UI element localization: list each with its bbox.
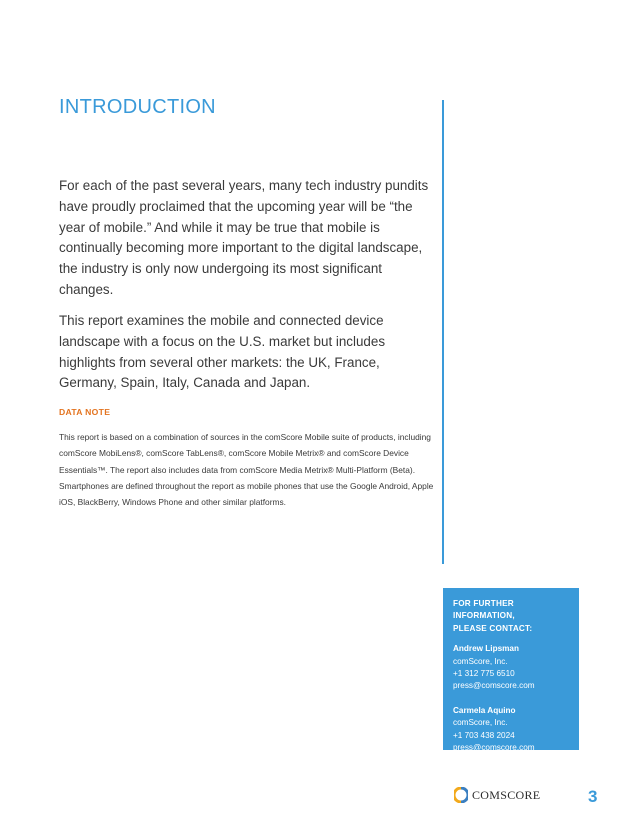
comscore-logo-icon [454, 787, 468, 803]
comscore-logo [454, 786, 540, 804]
contact-title [453, 598, 569, 635]
contact-company: comScore, Inc. [453, 718, 508, 728]
contact-name: Andrew Lipsman [453, 644, 519, 654]
section-title: INTRODUCTION [59, 96, 216, 118]
contact-company: comScore, Inc. [453, 656, 508, 666]
logo-text: COMSCORE [472, 787, 541, 802]
contact-email[interactable]: press@comscore.com [453, 743, 535, 753]
contact-title-line-1: FOR FURTHER INFORMATION, [453, 599, 515, 621]
contact-email[interactable]: press@comscore.com [453, 681, 535, 691]
contact-person [453, 705, 569, 755]
data-note-title: DATA NOTE [59, 407, 111, 417]
contact-title-line-2: PLEASE CONTACT: [453, 623, 533, 633]
data-note-body: This report is based on a combination of sources in the comScore Mobile suite of products, including comScore MobiLens®, comScore TabLens®, comScore Mobile Metrix® and comScore Device Essentials™. The report also includes data from comScore Media Metrix® Multi-Platform (Beta). Smartphones are defined throughout the report as mobile phones that use the Google Android, Apple iOS, BlackBerry, Windows Phone and other similar platforms. [59, 432, 434, 508]
contact-name: Carmela Aquino [453, 705, 516, 715]
contact-phone: +1 703 438 2024 [453, 730, 515, 740]
page-number: 3 [588, 787, 598, 806]
intro-paragraph-2: This report examines the mobile and connected device landscape with a focus on the U.S. market but includes highlights from several other markets: the UK, France, Germany, Spain, Italy, Canada and Japan. [59, 313, 386, 391]
vertical-divider [442, 100, 444, 564]
contact-person [453, 643, 569, 693]
intro-paragraph-1: For each of the past several years, many tech industry pundits have proudly proclaimed that the upcoming year will be “the year of mobile.” And while it may be true that mobile is continually becoming more important to the digital landscape, the industry is only now undergoing its most significant changes. [59, 178, 429, 297]
contact-phone: +1 312 775 6510 [453, 669, 515, 679]
contact-box [443, 588, 579, 753]
